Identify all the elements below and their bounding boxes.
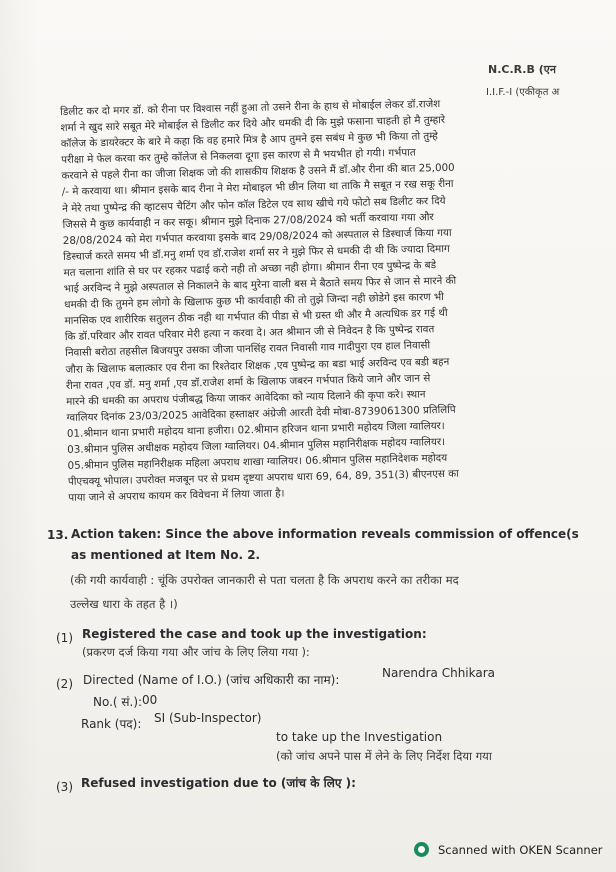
iif-code: I.I.F.-I (एकीकृत अ bbox=[486, 87, 560, 98]
rank-label: Rank (पद): bbox=[81, 717, 142, 731]
statement-line: जौरा के खिलाफ बलात्कार एव रीना का रिश्तेदार शिक्षक ,एव पुष्पेन्द्र का बडा भाई अरविन्द एव बडी बहन bbox=[65, 355, 450, 376]
statement-line: कि डॉ.परिवार और रावत परिवार मेरी हत्या न करवा दे। अत श्रीमान जी से निवेदन है कि पुष्पेन्द्र रावत bbox=[64, 323, 435, 344]
item-1-text-en: Registered the case and took up the investigation: bbox=[82, 627, 427, 641]
statement-line: 05.श्रीमान पुलिस महानिरीक्षक महिला अपराध शाखा ग्वालियर। 06.श्रीमान पुलिस महानिदेशक महोदय bbox=[67, 452, 448, 472]
statement-line: रीना रावत ,एव डॉ. मनु शर्मा ,एव डॉ.राजेश शर्मा के खिलाफ जबरन गर्भपात किये जाने और जान से bbox=[65, 371, 431, 392]
page-edge-shadow bbox=[0, 0, 40, 872]
statement-line: /- मे करवाया था। श्रीमान इसके बाद रीना ने मेरा मोबाइल भी छीन लिया था ताकि मै सबूत न रख सकू रीना bbox=[61, 178, 454, 199]
statement-line: पीएचक्यू भोपाल। उपरोक्त मजबून पर से प्रथम दृष्टया अपराध धारा 69, 64, 89, 351(3) बीएनएस का bbox=[67, 467, 459, 489]
no-value: 00 bbox=[142, 693, 158, 707]
section-13-heading-hi-1: (की गयी कार्यवाही : चूंकि उपरोक्त जानकारी से पता चलता है कि अपराध करने का तरीका मद bbox=[70, 573, 459, 587]
refused-investigation-label: Refused investigation due to (जांच के लिए ): bbox=[81, 776, 356, 790]
scanner-watermark-text: Scanned with OKEN Scanner bbox=[438, 842, 603, 857]
statement-line: शर्मा ने खुद सारे सबूत मेरे मोबाईल से डिलीट कर दिये और धमकी दी कि मुझे फसाना चाहती हो मै तुम्हारे bbox=[60, 114, 446, 135]
directed-label: Directed (Name of I.O.) (जांच अधिकारी का नाम): bbox=[83, 673, 340, 687]
scanner-watermark bbox=[414, 842, 603, 857]
statement-line: मानसिक एव शारीरिक सतुलन ठीक नही था गर्भपात की पीडा से भी ग्रस्त थी और मै अत्यधिक डर गई थी bbox=[64, 307, 448, 328]
section-13-number: 13. bbox=[47, 528, 69, 542]
statement-line: ने मेरे तथा पुष्पेन्द्र की व्हाटसप चैटिंग और फोन कॉल डिटेल एव साथ खीचे गये फोटो सब डिलीट कर दिये bbox=[62, 194, 446, 215]
item-1-number: (1) bbox=[56, 631, 73, 645]
statement-line: धमकी दी कि तुमने हम लोगो के खिलाफ कुछ भी कार्यवाही की तो तुझे जिन्दा नही छोडेगे इस कारण भी bbox=[64, 291, 444, 312]
statement-line: 03.श्रीमान पुलिस अधीक्षक महोदय जिला ग्वालियर। 04.श्रीमान पुलिस महानिरीक्षक महोदय ग्वालियर। bbox=[67, 435, 446, 456]
no-label: No.( सं.): bbox=[93, 695, 143, 709]
statement-line: भाई अरविन्द ने मुझे अस्पताल से निकालने के बाद मुरेना वाली बस मे बैठाते समय फिर से जान से मारने की bbox=[63, 274, 457, 295]
statement-line: डिलीट कर दो मगर डॉ. को रीना पर विश्वास नहीं हुआ तो उसने रीना के हाथ से मोबाईल लेकर डॉ.राजेश bbox=[60, 98, 441, 118]
statement-line: कॉलेज के डायरेक्टर के बारे मे कहा कि वह हमारे मित्र है आप तुमने इस सबंध मे कुछ भी किया तो तुम्हे bbox=[60, 130, 438, 151]
statement-line: डिस्चार्ज करते समय भी डॉ.मनु शर्मा एव डॉ.राजेश शर्मा सर ने मुझे फिर से धमकी दी थी कि ज्यादा दिमाग bbox=[63, 242, 450, 263]
item-2-number: (2) bbox=[56, 677, 73, 691]
statement-line: 01.श्रीमान थाना प्रभारी महोदय थाना हजीरा। 02.श्रीमान हरिजन थाना प्रभारी महोदय जिला ग्वालियर। bbox=[66, 419, 445, 440]
statement-line: निवासी बरोठा तहसील बिजयपुर उसका जीजा पानसिंह रावत निवासी गाव गादीपुरा एव हाल निवासी bbox=[65, 339, 431, 360]
statement-line: परीक्षा मे फेल करवा कर तुम्हे कॉलेज से निकलवा दूगा इस कारण से मै भयभीत हो गयी। गर्भपात bbox=[61, 146, 416, 167]
fir-statement-paragraph bbox=[60, 93, 588, 506]
take-up-investigation-hi: (को जांच अपने पास में लेने के लिए निर्देश दिया गया bbox=[276, 749, 492, 763]
take-up-investigation-en: to take up the Investigation bbox=[276, 730, 443, 744]
statement-line: करवाने से पहले रीना का जीजा शिक्षक जो की शासकीय शिक्षक है उसने मैं डॉ.और रीना की बात 25,000 bbox=[61, 162, 455, 183]
oken-logo-icon bbox=[414, 842, 429, 857]
statement-line: मारने की धमकी का अपराध पंजीबद्ध किया जाकर आवेदिका को न्याय दिलाने की कृपा करे। स्थान bbox=[66, 388, 426, 408]
statement-line: ग्वालियर दिनांक 23/03/2025 आवेदिका हस्ताक्षर अंग्रेजी आरती देवी मोबा-8739061300 प्रतिलिपि bbox=[66, 403, 456, 424]
item-1-text-hi: (प्रकरण दर्ज किया गया और जांच के लिए लिया गया ): bbox=[82, 645, 310, 659]
section-13-heading-en-2: as mentioned at Item No. 2. bbox=[71, 548, 261, 562]
section-13-heading-hi-2: उल्लेख धारा के तहत है ।) bbox=[70, 597, 178, 611]
rank-value: SI (Sub-Inspector) bbox=[154, 711, 262, 725]
statement-line: 28/08/2024 को मेरा गर्भपात करवाया इसके बाद 29/08/2024 को अस्पताल से डिस्चार्ज किया गया bbox=[62, 226, 452, 247]
item-3-number: (3) bbox=[56, 780, 73, 794]
io-name-value: Narendra Chhikara bbox=[382, 666, 496, 680]
statement-line: पाया जाने से अपराध कायम कर विवेचना में लिया जाता है। bbox=[68, 487, 285, 505]
section-13-heading-en-1: Action taken: Since the above information reveals commission of offence(s bbox=[71, 527, 579, 541]
ncrb-code: N.C.R.B (एन bbox=[488, 63, 556, 76]
statement-line: जिससे मै कुछ कार्यवाही न कर सकू। श्रीमान मुझे दिनाक 27/08/2024 को भर्ती करवाया गया और bbox=[62, 210, 434, 231]
statement-line: मत चलाना शांति से घर पर रहकर पढाई करो नही तो अच्छा नही होगा। श्रीमान रीना एव पुष्पेन्द्र के बडे bbox=[63, 259, 437, 279]
